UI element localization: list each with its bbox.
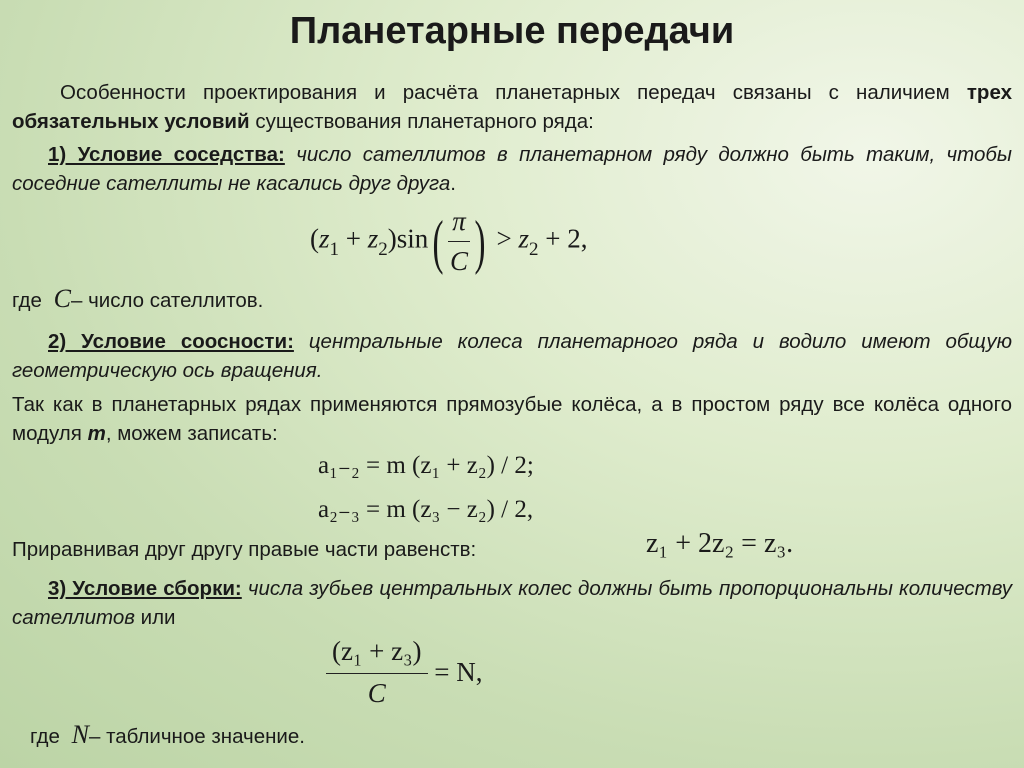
module-text-before: Так как в планетарных рядах применяются прямозубые колёса, а в простом ряду все колёса одного модуля bbox=[12, 393, 1012, 445]
equate-text: Приравнивая друг другу правые части равенств: bbox=[12, 538, 477, 561]
c-symbol: C bbox=[450, 246, 469, 276]
condition-3 bbox=[12, 574, 1012, 632]
assembly-rhs: = N, bbox=[434, 657, 483, 687]
z1-symbol: z bbox=[319, 223, 330, 254]
paren-open: ( bbox=[310, 223, 319, 254]
formula-assembly bbox=[326, 636, 483, 709]
where-c-prefix: где bbox=[12, 289, 42, 312]
z2-sub: 2 bbox=[378, 238, 388, 260]
rhs-rest: + 2, bbox=[545, 223, 588, 254]
where-n-line bbox=[30, 720, 630, 751]
assembly-numerator: (z₁ + z₃) bbox=[326, 636, 428, 674]
page-title: Планетарные передачи bbox=[289, 10, 735, 52]
assembly-denominator: C bbox=[367, 678, 386, 708]
condition-2 bbox=[12, 327, 1012, 385]
formula-neighborhood: $(z_1 + z_2)\sin$( $\frac{\pi}{C}$ ) > $z_2 + 2$, bbox=[310, 206, 588, 276]
equate-result: z₁ + 2z₂ = z₃. bbox=[646, 528, 794, 559]
intro-text-before: Особенности проектирования и расчёта планетарных передач связаны с наличием bbox=[60, 81, 967, 104]
condition-2-heading: 2) Условие соосности: bbox=[48, 330, 294, 353]
intro-paragraph bbox=[12, 78, 1012, 136]
assembly-fraction bbox=[326, 636, 428, 709]
condition-1-text: число сателлитов в планетарном ряду должно быть таким, чтобы соседние сателлиты не касались друг друга bbox=[12, 143, 1012, 195]
module-m-symbol: m bbox=[87, 422, 106, 445]
condition-1 bbox=[12, 140, 1012, 198]
equation-a12: a₁₋₂ = m (z₁ + z₂) / 2; bbox=[318, 452, 534, 479]
z2-symbol: z bbox=[367, 223, 379, 254]
paren-close: ) bbox=[387, 223, 397, 254]
where-c-symbol: C bbox=[53, 284, 71, 313]
intro-bold: трех обязательных условий bbox=[12, 81, 1012, 133]
rhs-z2-symbol: z bbox=[518, 223, 530, 254]
condition-1-heading: 1) Условие соседства: bbox=[48, 143, 285, 166]
module-paragraph bbox=[12, 390, 1012, 448]
where-c-text: – число сателлитов. bbox=[70, 289, 264, 312]
plus-sign: + bbox=[345, 223, 361, 254]
where-n-symbol: N bbox=[71, 720, 89, 749]
condition-3-or: или bbox=[134, 606, 176, 629]
pi-over-c bbox=[448, 206, 470, 277]
condition-1-end: . bbox=[450, 172, 456, 195]
where-n-text: – табличное значение. bbox=[88, 725, 305, 748]
where-c-line bbox=[12, 284, 612, 315]
sin-function: sin bbox=[396, 223, 429, 254]
condition-3-text: числа зубьев центральных колес должны быть пропорциональны количеству сателлитов bbox=[12, 577, 1013, 629]
equation-a23: a₂₋₃ = m (z₃ − z₂) / 2, bbox=[318, 496, 534, 523]
module-text-after: , можем записать: bbox=[105, 422, 278, 445]
intro-text-after: существования планетарного ряда: bbox=[249, 110, 594, 133]
rhs-z2-sub: 2 bbox=[529, 238, 539, 260]
where-n-prefix: где bbox=[30, 725, 60, 748]
pi-symbol: π bbox=[448, 206, 470, 242]
z1-sub: 1 bbox=[329, 238, 340, 260]
condition-2-text: центральные колеса планетарного ряда и водило имеют общую геометрическую ось вращения. bbox=[12, 330, 1012, 382]
condition-3-heading: 3) Условие сборки: bbox=[48, 577, 242, 600]
greater-than: > bbox=[496, 223, 512, 254]
